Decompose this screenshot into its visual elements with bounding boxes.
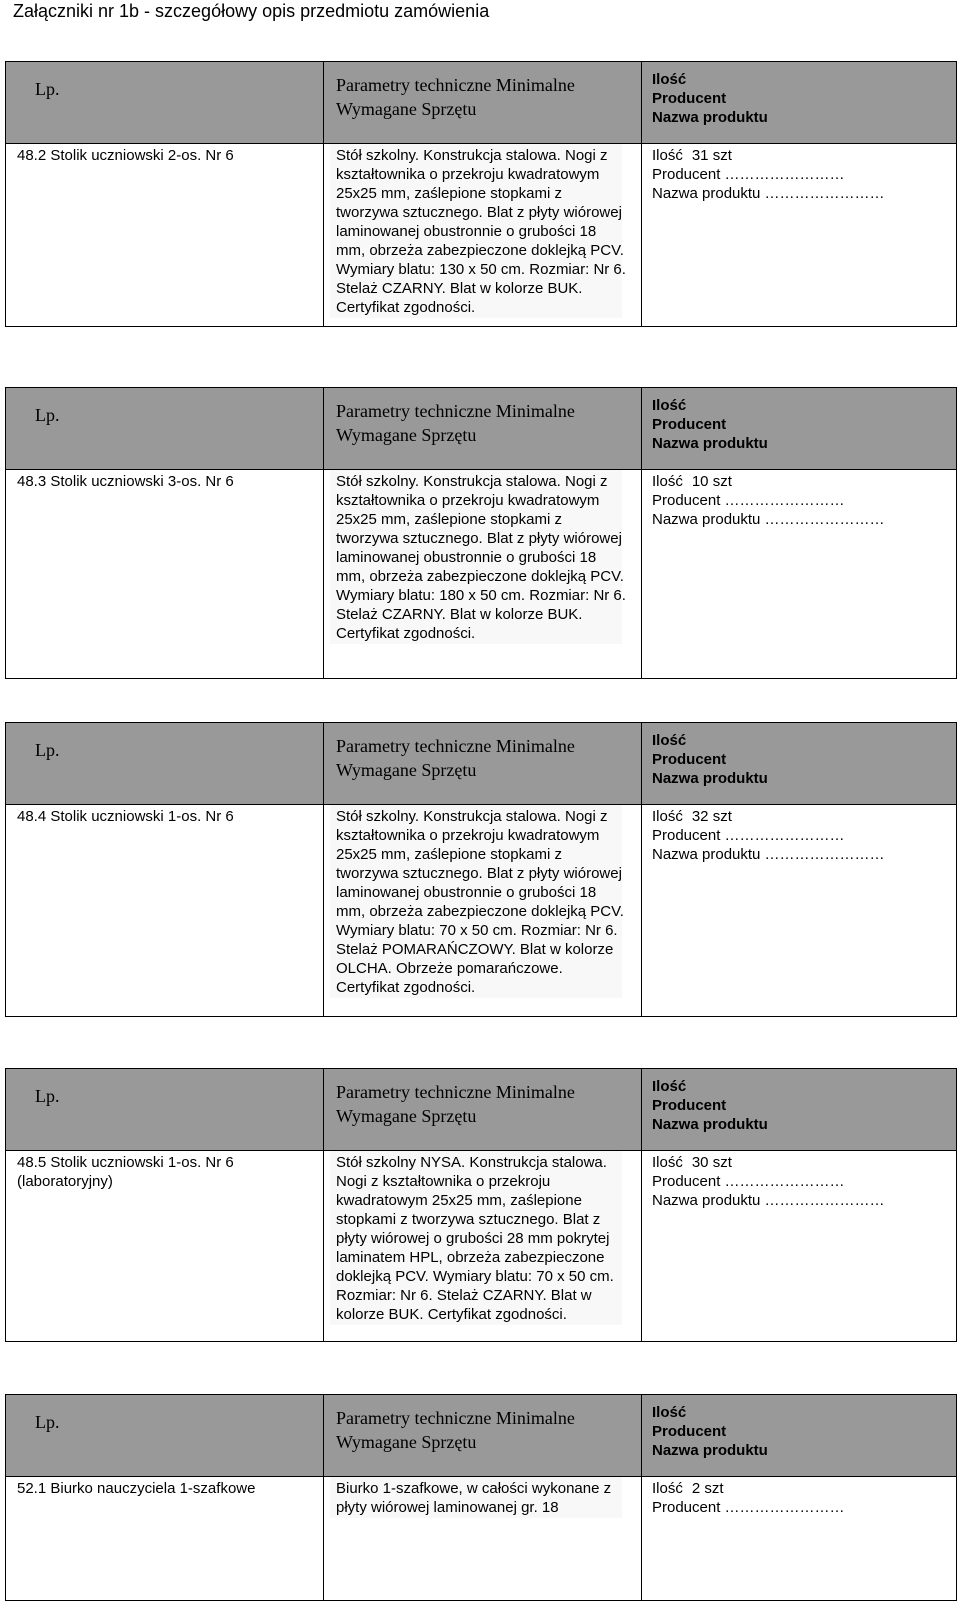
header-params-line2: Wymagane Sprzętu [336,425,477,445]
item-name [6,470,323,491]
item-product-name: Nazwa produktu …………………… [652,1192,885,1209]
header-params [324,388,641,447]
item-qty-block [642,1151,956,1210]
item-name-cell [6,1477,324,1601]
header-lp-cell [6,62,324,144]
header-qty-block [642,62,956,127]
item-description [324,1151,641,1324]
spec-table [5,61,957,327]
header-params-cell [324,62,642,144]
header-params-cell [324,388,642,470]
table-row [6,144,957,327]
item-qty-label: Ilość [652,1154,683,1171]
table-header-row [6,1395,957,1477]
header-lp-cell [6,723,324,805]
item-qty-block [642,1477,956,1517]
header-product-name: Nazwa produktu [652,435,768,452]
item-name [6,805,323,826]
spec-table [5,387,957,679]
header-qty-cell [642,1395,957,1477]
header-producer: Producent [652,416,727,433]
header-qty-block [642,1069,956,1134]
header-params [324,1069,641,1128]
item-name-cell [6,144,324,327]
item-description-cell [324,144,642,327]
item-description-cell [324,1151,642,1342]
item-qty-value: 2 szt [691,1480,724,1497]
item-description-text: Stół szkolny. Konstrukcja stalowa. Nogi z kształtownika o przekroju kwadratowym 25x25 mm, zaślepione stopkami z tworzywa sztucznego. Blat z płyty wiórowej laminowanej obustronnie o grubości 18 mm, obrzeża zabezpieczone doklejką PCV. Wymiary blatu: 70 x 50 cm. Rozmiar: Nr 6. Stelaż POMARAŃCZOWY. Blat w kolorze OLCHA. Obrzeże pomarańczowe. Certyfikat zgodności. [336,808,624,996]
header-qty-cell [642,723,957,805]
header-params-line2: Wymagane Sprzętu [336,1432,477,1452]
item-qty [652,1153,956,1172]
item-name [6,1477,323,1498]
table-header-row [6,1069,957,1151]
item-qty-value: 31 szt [691,147,732,164]
header-params-line2: Wymagane Sprzętu [336,1106,477,1126]
header-product-name: Nazwa produktu [652,1116,768,1133]
header-params [324,62,641,121]
item-qty-label: Ilość [652,1480,683,1497]
item-name-extra: (laboratoryjny) [17,1173,113,1190]
item-qty [652,472,956,491]
table-row [6,1151,957,1342]
header-params [324,1395,641,1454]
item-product-name: Nazwa produktu …………………… [652,511,885,528]
header-producer: Producent [652,1423,727,1440]
header-params-line2: Wymagane Sprzętu [336,760,477,780]
header-params-cell [324,1395,642,1477]
item-name-text: 48.5 Stolik uczniowski 1-os. Nr 6 [17,1154,234,1171]
item-qty-block [642,470,956,529]
item-qty-cell [642,144,957,327]
header-params-cell [324,723,642,805]
item-name-text: 52.1 Biurko nauczyciela 1-szafkowe [17,1480,256,1497]
item-name-cell [6,470,324,679]
header-lp: Lp. [35,79,60,99]
item-qty-label: Ilość [652,808,683,825]
item-qty-value: 30 szt [691,1154,732,1171]
header-producer: Producent [652,90,727,107]
header-qty-block [642,388,956,453]
item-product-name: Nazwa produktu …………………… [652,846,885,863]
item-producer: Producent …………………… [652,1499,845,1516]
item-qty-value: 10 szt [691,473,732,490]
item-description-cell [324,805,642,1017]
header-params-line1: Parametry techniczne Minimalne [336,75,575,95]
item-qty-cell [642,805,957,1017]
header-producer: Producent [652,1097,727,1114]
table-header-row [6,723,957,805]
item-qty [652,807,956,826]
item-name-text: 48.3 Stolik uczniowski 3-os. Nr 6 [17,473,234,490]
header-params-line2: Wymagane Sprzętu [336,99,477,119]
table-header-row [6,62,957,144]
header-qty: Ilość [652,71,687,88]
item-name-text: 48.2 Stolik uczniowski 2-os. Nr 6 [17,147,234,164]
table-header-row [6,388,957,470]
header-producer: Producent [652,751,727,768]
item-description [324,470,641,643]
item-qty-cell [642,1477,957,1601]
item-name [6,1151,323,1191]
header-qty: Ilość [652,1404,687,1421]
item-qty [652,146,956,165]
header-params-cell [324,1069,642,1151]
table-row [6,1477,957,1601]
item-qty-block [642,805,956,864]
item-description-text: Biurko 1-szafkowe, w całości wykonane z płyty wiórowej laminowanej gr. 18 [336,1480,612,1516]
header-product-name: Nazwa produktu [652,770,768,787]
header-qty-cell [642,388,957,470]
table-row [6,470,957,679]
item-qty-block [642,144,956,203]
item-producer: Producent …………………… [652,166,845,183]
item-producer: Producent …………………… [652,492,845,509]
header-qty: Ilość [652,732,687,749]
item-qty-label: Ilość [652,147,683,164]
header-qty-cell [642,62,957,144]
item-description-text: Stół szkolny. Konstrukcja stalowa. Nogi z kształtownika o przekroju kwadratowym 25x25 mm, zaślepione stopkami z tworzywa sztucznego. Blat z płyty wiórowej laminowanej obustronnie o grubości 18 mm, obrzeża zabezpieczone doklejką PCV. Wymiary blatu: 180 x 50 cm. Rozmiar: Nr 6. Stelaż CZARNY. Blat w kolorze BUK. Certyfikat zgodności. [336,473,626,642]
header-lp: Lp. [35,405,60,425]
item-description-cell [324,1477,642,1601]
header-params-line1: Parametry techniczne Minimalne [336,736,575,756]
item-name-cell [6,1151,324,1342]
header-lp: Lp. [35,1086,60,1106]
header-lp-cell [6,1069,324,1151]
header-params [324,723,641,782]
item-qty-value: 32 szt [691,808,732,825]
header-lp-cell [6,388,324,470]
header-qty: Ilość [652,397,687,414]
header-params-line1: Parametry techniczne Minimalne [336,1408,575,1428]
item-producer: Producent …………………… [652,827,845,844]
item-description [324,805,641,997]
header-params-line1: Parametry techniczne Minimalne [336,1082,575,1102]
item-producer: Producent …………………… [652,1173,845,1190]
item-name [6,144,323,165]
item-name-text: 48.4 Stolik uczniowski 1-os. Nr 6 [17,808,234,825]
header-qty-block [642,723,956,788]
item-description-text: Stół szkolny. Konstrukcja stalowa. Nogi z kształtownika o przekroju kwadratowym 25x25 mm, zaślepione stopkami z tworzywa sztucznego. Blat z płyty wiórowej laminowanej obustronnie o grubości 18 mm, obrzeża zabezpieczone doklejką PCV. Wymiary blatu: 130 x 50 cm. Rozmiar: Nr 6. Stelaż CZARNY. Blat w kolorze BUK. Certyfikat zgodności. [336,147,626,316]
header-lp: Lp. [35,1412,60,1432]
page-title: Załączniki nr 1b - szczegółowy opis przedmiotu zamówienia [13,1,490,21]
header-qty-block [642,1395,956,1460]
header-params-line1: Parametry techniczne Minimalne [336,401,575,421]
item-qty [652,1479,956,1498]
item-qty-cell [642,470,957,679]
spec-table [5,722,957,1017]
spec-table [5,1068,957,1342]
item-qty-cell [642,1151,957,1342]
item-description-text: Stół szkolny NYSA. Konstrukcja stalowa. Nogi z kształtownika o przekroju kwadratowym 25x25 mm, zaślepione stopkami z tworzywa sztucznego. Blat z płyty wiórowej o grubości 28 mm pokrytej laminatem HPL, obrzeża zabezpieczone doklejką PCV. Wymiary blatu: 70 x 50 cm. Rozmiar: Nr 6. Stelaż CZARNY. Blat w kolorze BUK. Certyfikat zgodności. [336,1154,614,1323]
spec-table [5,1394,957,1601]
item-description-cell [324,470,642,679]
header-lp-cell [6,1395,324,1477]
item-qty-label: Ilość [652,473,683,490]
header-lp: Lp. [35,740,60,760]
header-product-name: Nazwa produktu [652,1442,768,1459]
header-product-name: Nazwa produktu [652,109,768,126]
header-qty-cell [642,1069,957,1151]
item-description [324,1477,641,1517]
item-name-cell [6,805,324,1017]
table-row [6,805,957,1017]
item-description [324,144,641,317]
item-product-name: Nazwa produktu …………………… [652,185,885,202]
header-qty: Ilość [652,1078,687,1095]
